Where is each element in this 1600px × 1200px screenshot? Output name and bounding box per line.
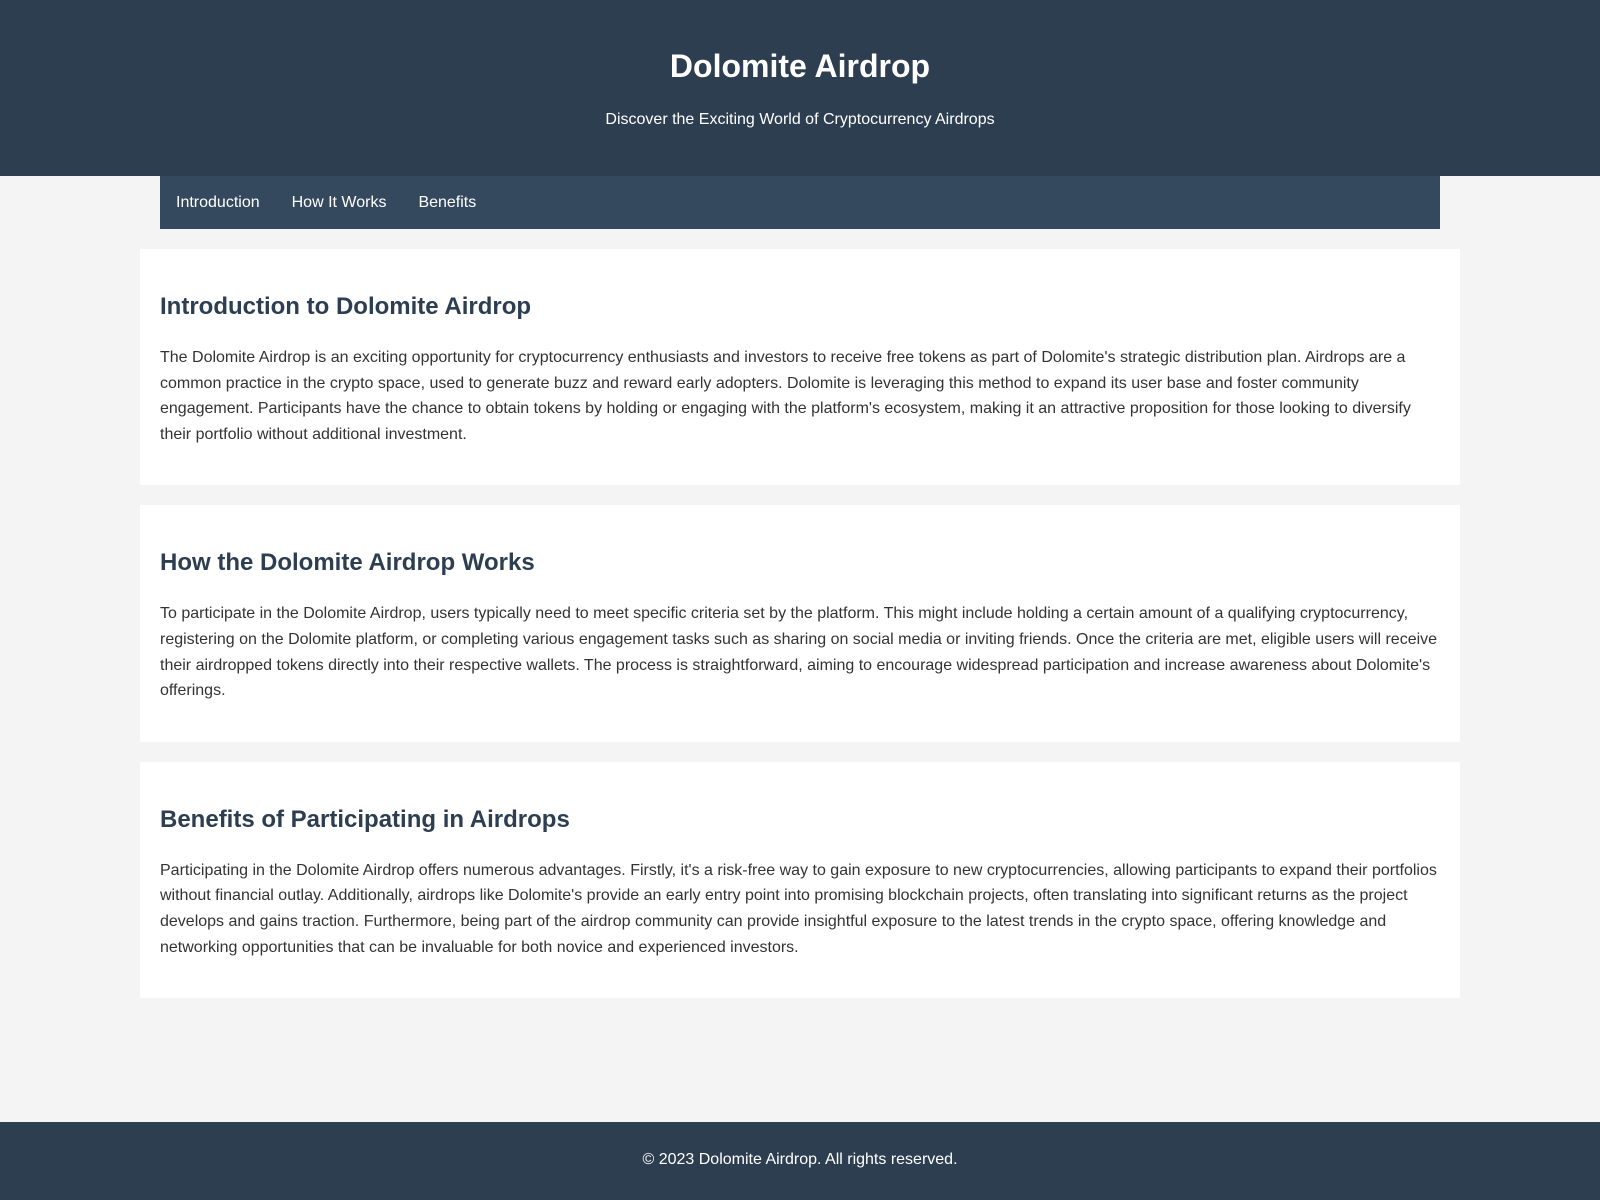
section-heading: Introduction to Dolomite Airdrop xyxy=(160,293,532,320)
nav-link-benefits[interactable]: Benefits xyxy=(418,193,477,211)
nav-link-how-it-works[interactable]: How It Works xyxy=(291,193,387,211)
section-introduction xyxy=(140,249,1460,485)
footer-copyright: © 2023 Dolomite Airdrop. All rights reserved. xyxy=(642,1151,958,1168)
main-nav xyxy=(160,176,1440,229)
site-footer xyxy=(0,1122,1600,1200)
site-title: Dolomite Airdrop xyxy=(669,48,931,84)
section-body: To participate in the Dolomite Airdrop, users typically need to meet specific criteria set by the platform. This might include holding a certain amount of a qualifying cryptocurrency, registering on the Dolomite platform, or completing various engagement tasks such as sharing on social media or inviting friends. Once the criteria are met, eligible users will receive their airdropped tokens directly into their respective wallets. The process is straightforward, aiming to encourage widespread participation and increase awareness about Dolomite's offerings. xyxy=(160,605,1438,700)
section-benefits xyxy=(140,762,1460,998)
site-header xyxy=(0,0,1600,176)
nav-link-introduction[interactable]: Introduction xyxy=(176,193,260,211)
section-body: The Dolomite Airdrop is an exciting opportunity for cryptocurrency enthusiasts and investors to receive free tokens as part of Dolomite's strategic distribution plan. Airdrops are a common practice in the crypto space, used to generate buzz and reward early adopters. Dolomite is leveraging this method to expand its user base and foster community engagement. Participants have the chance to obtain tokens by holding or engaging with the platform's ecosystem, making it an attractive proposition for those looking to diversify their portfolio without additional investment. xyxy=(160,349,1411,443)
site-tagline: Discover the Exciting World of Cryptocurrency Airdrops xyxy=(605,111,995,128)
section-how-it-works xyxy=(140,505,1460,741)
section-body: Participating in the Dolomite Airdrop offers numerous advantages. Firstly, it's a risk-free way to gain exposure to new cryptocurrencies, allowing participants to expand their portfolios without financial outlay. Additionally, airdrops like Dolomite's provide an early entry point into promising blockchain projects, often translating into significant returns as the project develops and gains traction. Furthermore, being part of the airdrop community can provide insightful exposure to the latest trends in the crypto space, offering knowledge and networking opportunities that can be invaluable for both novice and experienced investors. xyxy=(160,861,1437,956)
main-content xyxy=(140,229,1460,998)
section-heading: Benefits of Participating in Airdrops xyxy=(160,805,570,833)
section-heading: How the Dolomite Airdrop Works xyxy=(160,549,535,577)
